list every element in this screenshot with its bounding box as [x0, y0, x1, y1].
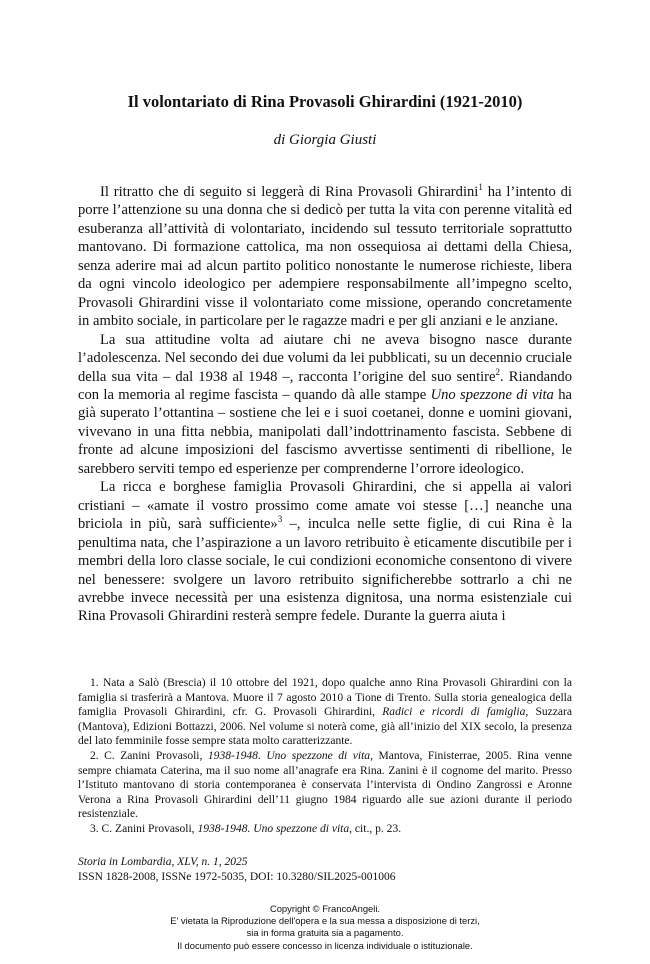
italic-text: 1938-1948. Uno spezzone di vita — [197, 822, 350, 835]
copyright-notice — [0, 903, 650, 952]
footnote-1: 1. Nata a Salò (Brescia) il 10 ottobre del 1921, dopo qualche anno Rina Provasoli Ghirardini con la famiglia si trasferirà a Mantova. Muore il 7 agosto 2010 a Tione di Trento. Sulla storia genealogica della famiglia Provasoli Ghirardini, cfr. G. Provasoli Ghirardini, Radici e ricordi di famiglia, Suzzara (Mantova), Edizioni Bottazzi, 2006. Nel volume si noterà come, già all’inizio del XIX secolo, la presenza del lato femminile fosse sempre stata molto caratterizzante. — [78, 677, 572, 748]
journal-name: Storia in Lombardia, XLV, n. 1, 2025 — [78, 856, 248, 868]
italic-text: 1938-1948. Uno spezzone di vita — [207, 749, 371, 762]
footnote-3: 3. C. Zanini Provasoli, 1938-1948. Uno spezzone di vita, cit., p. 23. — [90, 822, 402, 835]
article-title: Il volontariato di Rina Provasoli Ghirardini (1921-2010) — [127, 92, 523, 111]
journal-issn: ISSN 1828-2008, ISSNe 1972-5035, DOI: 10.3280/SIL2025-001006 — [78, 870, 396, 883]
footnote-ref: 2 — [495, 366, 501, 377]
journal-info — [78, 855, 572, 884]
copyright-line-3: sia in forma gratuita sia a pagamento. — [246, 927, 404, 939]
body-paragraph-1: Il ritratto che di seguito si leggerà di Rina Provasoli Ghirardini$^1$ ha l’intento di porre l’attenzione su una donna che si dedicò per tutta la vita con perenne vitalità ed esuberanza all’attività di volontariato, incidendo sul tessuto territoriale soprattutto mantovano. Di formazione cattolica, ma non ossequiosa ai dettami della Chiesa, senza aderire mai ad alcun partito politico nonostante le numerose richieste, libera da ogni vincolo ideologico per adempiere responsabilmente all’impegno scelto, Provasoli Ghirardini visse il volontariato come missione, operando concretamente in ambito sociale, in particolare per le ragazze madri e per gli anziani e le anziane. — [78, 182, 572, 330]
body-paragraph-2: La sua attitudine volta ad aiutare chi ne aveva bisogno nasce durante l’adolescenza. Nel secondo dei due volumi da lei pubblicati, su un decennio cruciale della sua vita – dal 1938 al 1948 –, racconta l’origine del suo sentire$^2$. Riandando con la memoria al regime fascista – quando dà alle stampe Uno spezzone di vita ha già superato l’ottantina – sostiene che lei e i suoi coetanei, donne e uomini giovani, vivevano in una fitta nebbia, manipolati dall’indottrinamento fascista. Sebbene di fronte ad alcune imposizioni del fascismo avvertisse sentimenti di ribellione, le sarebbero serviti tempo ed esperienze per comprenderne l’orrore ideologico. — [78, 331, 572, 477]
article-body — [78, 183, 572, 626]
italic-text: Uno spezzone di vita — [430, 386, 554, 403]
article-author: di Giorgia Giusti — [273, 132, 377, 148]
footnote-ref: 1 — [478, 182, 483, 193]
italic-text: Radici e ricordi di famiglia — [382, 706, 526, 719]
copyright-line-1: Copyright © FrancoAngeli. — [269, 903, 381, 914]
copyright-line-2: E' vietata la Riproduzione dell'opera e la sua messa a disposizione di terzi, — [170, 915, 480, 927]
copyright-line-4: Il documento può essere concesso in licenza individuale o istituzionale. — [177, 939, 473, 951]
footnote-2: 2. C. Zanini Provasoli, 1938-1948. Uno spezzone di vita, Mantova, Finisterrae, 2005. Rina venne sempre chiamata Caterina, ma il suo nome all’anagrafe era Rina. Zanini è il cognome del marito. Presso l’Istituto mantovano di storia contemporanea è conservata l’intervista di Ondino Zangrossi e Aronne Verona a Rina Provasoli Ghirardini dell’11 giugno 1984 riguardo alle sue azioni durante il periodo resistenziale. — [78, 749, 572, 821]
footnote-ref: 3 — [277, 514, 283, 525]
body-paragraph-3: La ricca e borghese famiglia Provasoli Ghirardini, che si appella ai valori cristiani – «amate il vostro prossimo come amate voi stesse […] neanche una briciola in più, sarà sufficiente»$^3$ –, inculca nelle sette figlie, di cui Rina è la penultima nata, che l’aspirazione a un lavoro retribuito è eticamente discutibile per i membri della loro classe sociale, le cui condizioni economiche consentono di vivere nel benessere: svolgere un lavoro retribuito significherebbe sottrarlo a chi ne avrebbe invece necessità per una esistenza dignitosa, una norma esistenziale cui Rina Provasoli Ghirardini resterà sempre fedele. Durante la guerra aiuta i — [78, 479, 572, 625]
footnotes — [78, 676, 572, 837]
